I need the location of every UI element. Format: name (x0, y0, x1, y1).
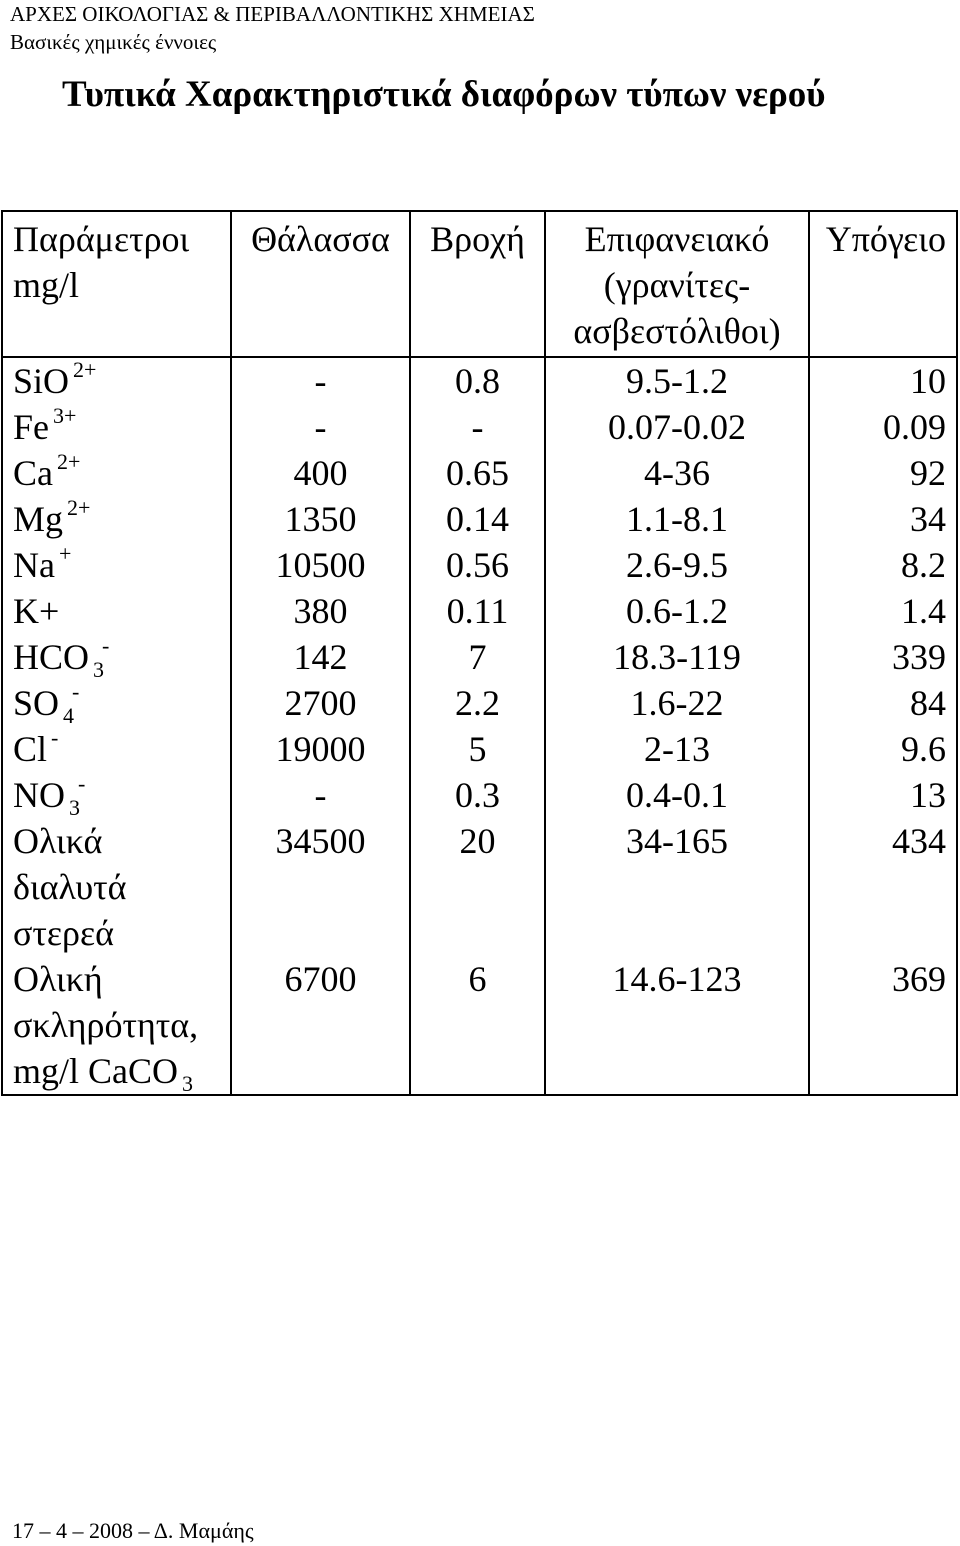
surface-value: 18.3-119 (545, 634, 809, 680)
ground-value: 0.09 (809, 404, 957, 450)
table-row (2, 404, 957, 450)
surface-value: 9.5-1.2 (545, 357, 809, 404)
rain-value: 0.56 (410, 542, 545, 588)
table-row (2, 680, 957, 726)
table-row-hardness (2, 956, 957, 1095)
ground-value: 34 (809, 496, 957, 542)
course-title: ΑΡΧΕΣ ΟΙΚΟΛΟΓΙΑΣ & ΠΕΡΙΒΑΛΛΟΝΤΙΚΗΣ ΧΗΜΕΙΑΣ (10, 2, 535, 26)
rain-value: 20 (410, 818, 545, 956)
surface-value: 14.6-123 (545, 956, 809, 1095)
header-parameters: Παράμετροι mg/l (2, 211, 231, 357)
header-ground: Υπόγειο (809, 211, 957, 357)
rain-value: 5 (410, 726, 545, 772)
parameter-cell: Ολικά διαλυτά στερεά (2, 818, 231, 956)
table-row (2, 634, 957, 680)
sea-value: 142 (231, 634, 410, 680)
surface-value: 0.6-1.2 (545, 588, 809, 634)
table-header-row (2, 211, 957, 357)
header-surface: Επιφανειακό (γρανίτες- ασβεστόλιθοι) (545, 211, 809, 357)
rain-value: - (410, 404, 545, 450)
surface-value: 1.1-8.1 (545, 496, 809, 542)
sea-value: - (231, 357, 410, 404)
sea-value: - (231, 772, 410, 818)
table-row (2, 496, 957, 542)
table-row (2, 772, 957, 818)
surface-value: 4-36 (545, 450, 809, 496)
parameter-cell: Na + (2, 542, 231, 588)
rain-value: 0.65 (410, 450, 545, 496)
sea-value: 2700 (231, 680, 410, 726)
ground-value: 8.2 (809, 542, 957, 588)
sea-value: 34500 (231, 818, 410, 956)
ground-value: 10 (809, 357, 957, 404)
table-row (2, 588, 957, 634)
ground-value: 84 (809, 680, 957, 726)
parameter-cell: HCO $_3$- (2, 634, 231, 680)
rain-value: 0.3 (410, 772, 545, 818)
ground-value: 1.4 (809, 588, 957, 634)
rain-value: 0.11 (410, 588, 545, 634)
surface-value: 0.4-0.1 (545, 772, 809, 818)
parameter-cell: Ca $^{2+}$ (2, 450, 231, 496)
parameter-cell: Mg $^{2+}$ (2, 496, 231, 542)
sea-value: 1350 (231, 496, 410, 542)
section-subtitle: Βασικές χημικές έννοιες (10, 30, 217, 54)
table-row-tds (2, 818, 957, 956)
header-rain: Βροχή (410, 211, 545, 357)
sea-value: 380 (231, 588, 410, 634)
sea-value: 10500 (231, 542, 410, 588)
ground-value: 434 (809, 818, 957, 956)
parameter-cell: Fe $^{3+}$ (2, 404, 231, 450)
ground-value: 92 (809, 450, 957, 496)
table-row (2, 726, 957, 772)
parameter-cell: NO $_3$- (2, 772, 231, 818)
sea-value: 19000 (231, 726, 410, 772)
rain-value: 0.14 (410, 496, 545, 542)
surface-value: 2.6-9.5 (545, 542, 809, 588)
table-row (2, 542, 957, 588)
rain-value: 2.2 (410, 680, 545, 726)
water-types-table (1, 210, 958, 1096)
parameter-cell: K+ (2, 588, 231, 634)
parameter-cell: SiO $^{2+}$ (2, 357, 231, 404)
surface-value: 34-165 (545, 818, 809, 956)
sea-value: 6700 (231, 956, 410, 1095)
surface-value: 0.07-0.02 (545, 404, 809, 450)
surface-value: 2-13 (545, 726, 809, 772)
header-sea: Θάλασσα (231, 211, 410, 357)
table-row (2, 450, 957, 496)
ground-value: 9.6 (809, 726, 957, 772)
rain-value: 7 (410, 634, 545, 680)
sea-value: 400 (231, 450, 410, 496)
parameter-cell: Cl - (2, 726, 231, 772)
rain-value: 0.8 (410, 357, 545, 404)
ground-value: 339 (809, 634, 957, 680)
table-row (2, 357, 957, 404)
footer-date-author: 17 – 4 – 2008 – Δ. Μαμάης (12, 1518, 254, 1543)
rain-value: 6 (410, 956, 545, 1095)
ground-value: 13 (809, 772, 957, 818)
parameter-cell: SO $_4$- (2, 680, 231, 726)
sea-value: - (231, 404, 410, 450)
surface-value: 1.6-22 (545, 680, 809, 726)
parameter-cell: Ολική σκληρότητα, mg/l CaCO $_3$ (2, 956, 231, 1095)
page-title: Τυπικά Χαρακτηριστικά διαφόρων τύπων νερού (62, 74, 826, 115)
ground-value: 369 (809, 956, 957, 1095)
